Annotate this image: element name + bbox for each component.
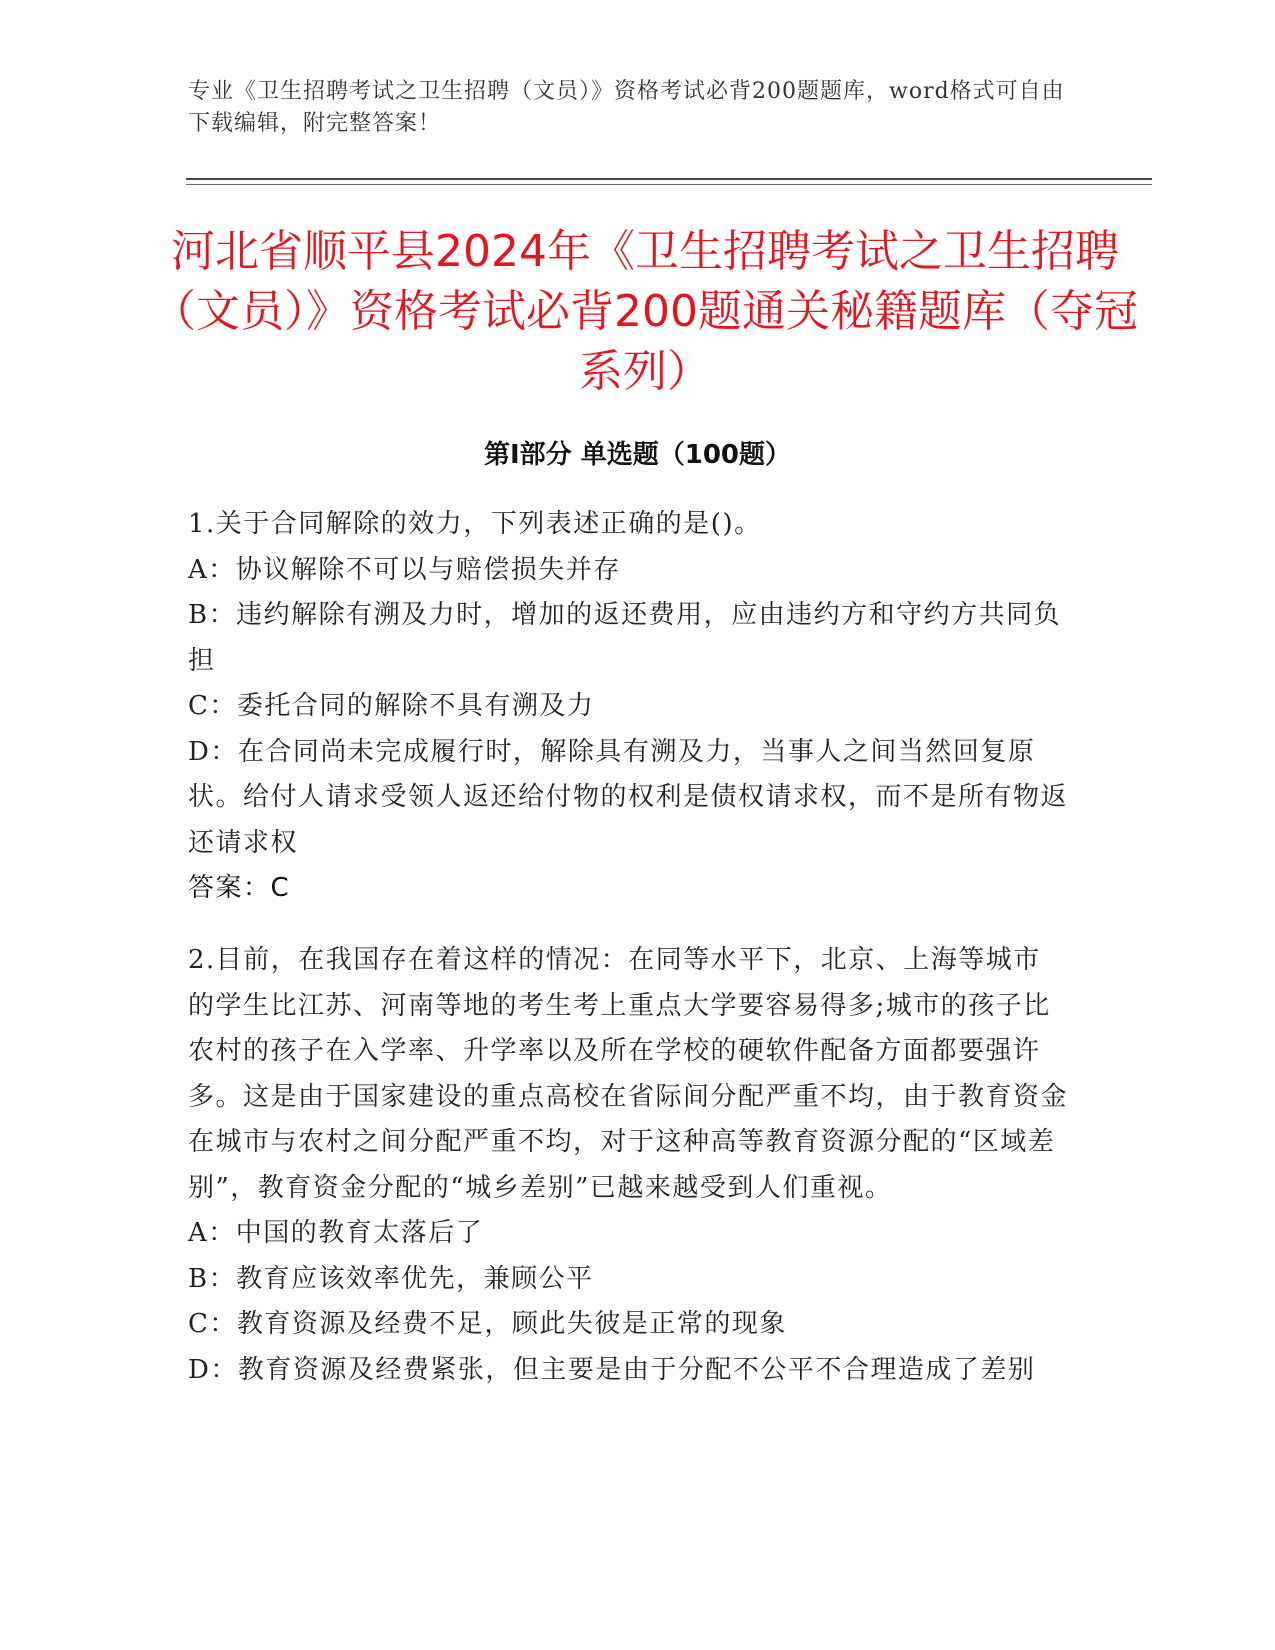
- header-rule-thin: [186, 184, 1152, 185]
- question-1-option-a: A：协议解除不可以与赔偿损失并存: [188, 554, 621, 585]
- question-1: [188, 502, 1068, 912]
- section-heading: 第Ⅰ部分 单选题（100题）: [484, 440, 791, 470]
- question-1-option-c: C：委托合同的解除不具有溯及力: [188, 691, 595, 721]
- question-1-option-d: D：在合同尚未完成履行时，解除具有溯及力，当事人之间当然回复原状。给付人请求受领人返还给付物的权利是债权请求权，而不是所有物返还请求权: [188, 736, 1069, 858]
- question-1-option-b: B：违约解除有溯及力时，增加的返还费用，应由违约方和守约方共同负担: [188, 600, 1062, 676]
- question-2: [188, 938, 1068, 1393]
- document-title: 河北省顺平县2024年《卫生招聘考试之卫生招聘（文员）》资格考试必背200题通关秘籍题库（夺冠系列）: [152, 226, 1138, 397]
- question-2-option-a: A：中国的教育太落后了: [188, 1218, 484, 1248]
- question-1-answer: 答案：C: [188, 873, 291, 903]
- question-1-stem: 1.关于合同解除的效力，下列表述正确的是()。: [188, 509, 762, 539]
- question-2-stem: 2.目前，在我国存在着这样的情况：在同等水平下，北京、上海等城市的学生比江苏、河南等地的考生考上重点大学要容易得多;城市的孩子比农村的孩子在入学率、升学率以及所在学校的硬软件配备方面都要强许多。这是由于国家建设的重点高校在省际间分配严重不均，由于教育资金在城市与农村之间分配严重不均，对于这种高等教育资源分配的“区域差别”，教育资金分配的“城乡差别”已越来越受到人们重视。: [188, 945, 1069, 1203]
- header-rule-thick: [186, 178, 1152, 180]
- header-note: 专业《卫生招聘考试之卫生招聘（文员）》资格考试必背200题题库，word格式可自由下载编辑，附完整答案！: [188, 79, 1065, 136]
- question-2-option-d: D：教育资源及经费紧张，但主要是由于分配不公平不合理造成了差别: [188, 1354, 1036, 1385]
- question-2-option-b: B：教育应该效率优先，兼顾公平: [188, 1263, 594, 1294]
- question-2-option-c: C：教育资源及经费不足，顾此失彼是正常的现象: [188, 1309, 787, 1339]
